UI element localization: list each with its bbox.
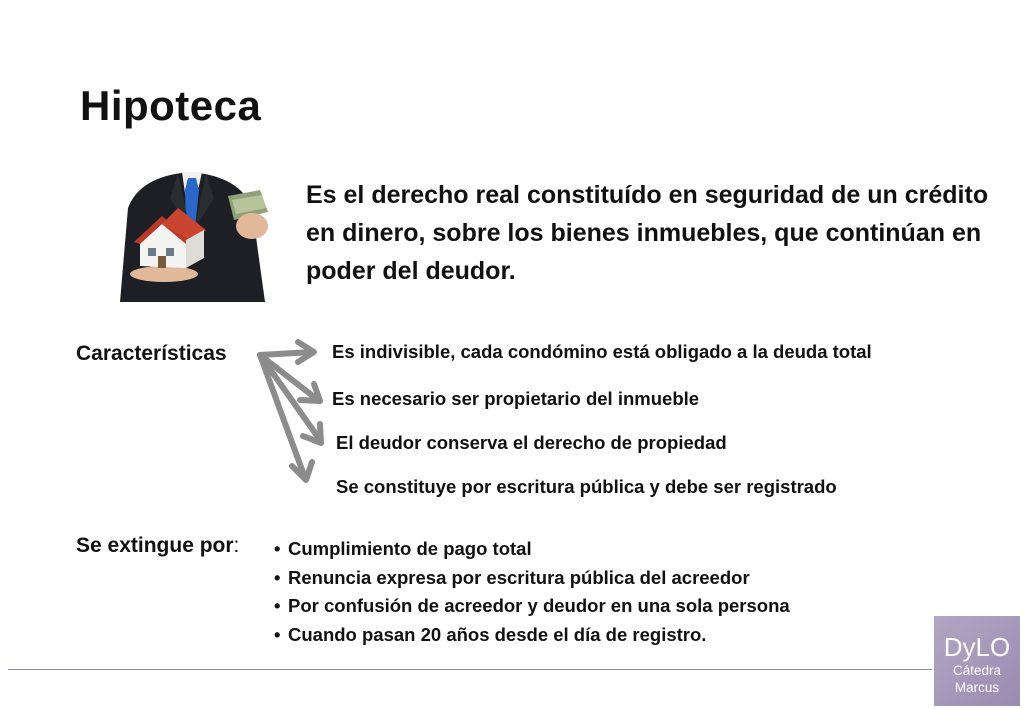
arrow-1: [260, 352, 312, 355]
bullet: •: [274, 624, 281, 646]
logo-line-dylo: DyLO: [943, 632, 1011, 662]
list-item-text: Renuncia expresa por escritura pública del acreedor: [288, 566, 750, 588]
slide-title: Hipoteca: [80, 82, 262, 129]
list-item-text: Por confusión de acreedor y deudor en una sola persona: [288, 595, 790, 617]
definition-text: Es el derecho real constituído en seguridad de un crédito en dinero, sobre los bienes inmuebles, que continúan en poder del deudor.: [306, 181, 989, 285]
list-item: [274, 621, 790, 650]
extincion-label-text: Se extingue por: [76, 534, 234, 557]
list-item: [274, 564, 790, 593]
footer-divider: [8, 669, 932, 670]
characteristic-item: Se constituye por escritura pública y debe ser registrado: [336, 476, 837, 497]
list-item: [274, 535, 790, 564]
characteristic-item: Es indivisible, cada condómino está obligado a la deuda total: [332, 341, 872, 362]
extincion-label-colon: :: [233, 534, 240, 557]
characteristic-item: El deudor conserva el derecho de propiedad: [336, 432, 727, 453]
logo-line-marcus: Marcus: [954, 680, 1000, 695]
list-item: [274, 592, 790, 621]
logo-line-catedra: Cátedra: [952, 663, 1002, 678]
caracteristicas-label: Características: [76, 342, 227, 365]
dylo-logo: [934, 616, 1020, 706]
bullet: •: [274, 595, 281, 617]
bullet: •: [274, 538, 281, 559]
list-item-text: Cuando pasan 20 años desde el día de registro.: [288, 624, 707, 646]
extincion-label: [76, 533, 239, 559]
list-item-text: Cumplimiento de pago total: [288, 538, 532, 559]
bullet: •: [274, 566, 281, 588]
extincion-list: [274, 535, 790, 650]
characteristic-item: Es necesario ser propietario del inmueble: [332, 388, 700, 409]
